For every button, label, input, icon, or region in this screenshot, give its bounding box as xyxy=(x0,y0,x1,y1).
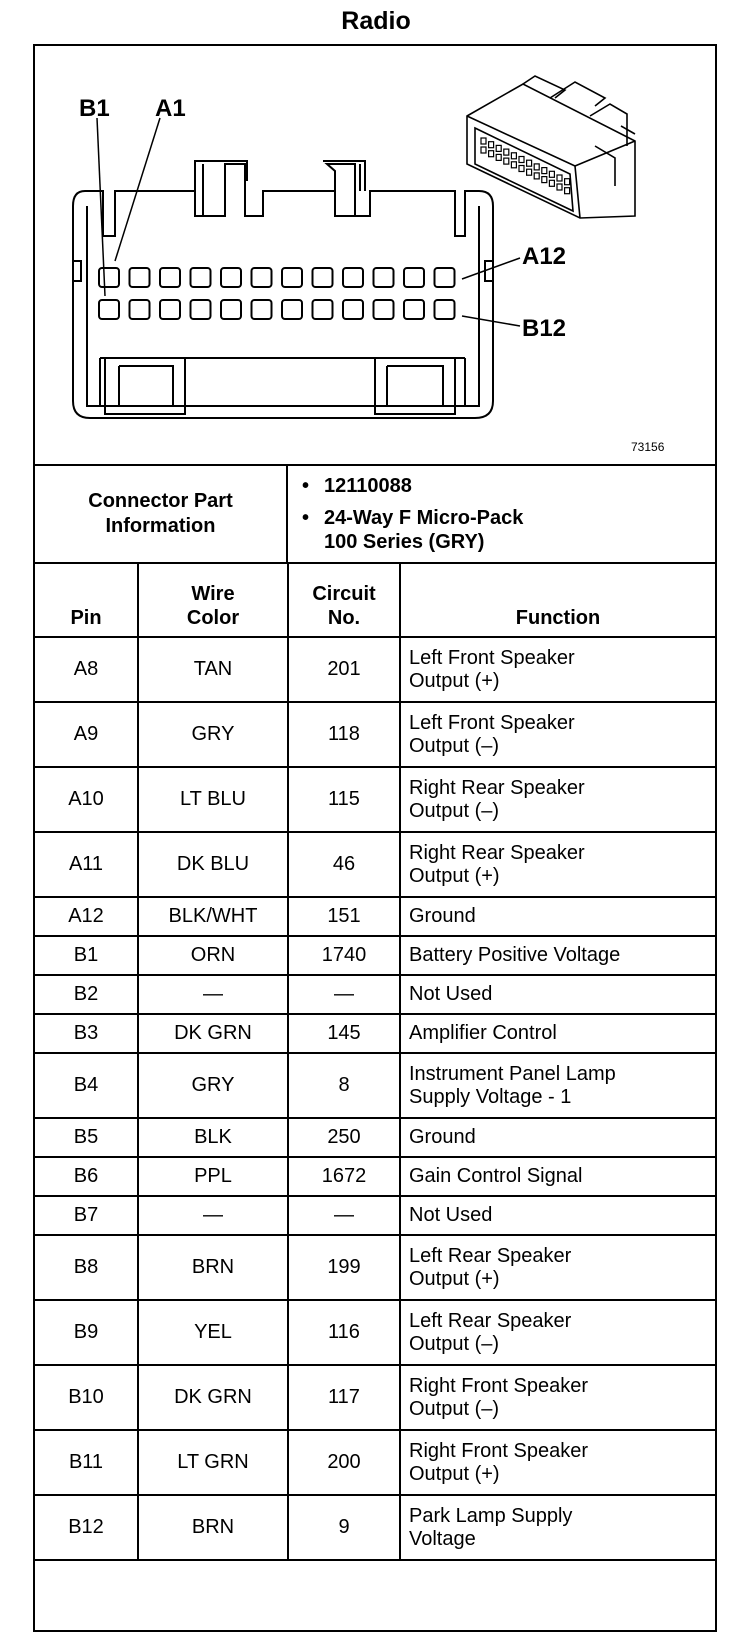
pin-row-a xyxy=(99,268,455,287)
iso-pin-cavity xyxy=(565,179,570,185)
a12-label: A12 xyxy=(522,243,567,270)
function-cell xyxy=(400,1157,715,1196)
iso-pin-cavity xyxy=(527,169,532,175)
circuit-cell: — xyxy=(288,1196,400,1235)
circuit-cell: 9 xyxy=(288,1495,400,1560)
circuit-cell: 145 xyxy=(288,1014,400,1053)
table-row xyxy=(35,832,715,897)
circuit-cell: 46 xyxy=(288,832,400,897)
figure-number: 73156 xyxy=(631,440,665,454)
connector-body xyxy=(73,164,493,418)
function-line2: Supply Voltage - 1 xyxy=(409,1085,572,1108)
function-line1: Right Front Speaker xyxy=(409,1439,588,1462)
iso-pin-cavity xyxy=(557,175,562,181)
function-cell xyxy=(400,1118,715,1157)
pin-cavity xyxy=(313,268,333,287)
table-row xyxy=(35,1157,715,1196)
pin-cavity xyxy=(191,300,211,319)
wire-color-cell: LT GRN xyxy=(138,1430,288,1495)
circuit-cell: 117 xyxy=(288,1365,400,1430)
function-cell xyxy=(400,1014,715,1053)
pin-cell: B5 xyxy=(35,1118,138,1157)
wire-color-cell: BRN xyxy=(138,1235,288,1300)
circuit-cell: 201 xyxy=(288,637,400,702)
header-function: Function xyxy=(400,564,715,637)
table-header-row xyxy=(35,564,715,637)
function-line1: Battery Positive Voltage xyxy=(409,944,621,966)
circuit-cell: — xyxy=(288,975,400,1014)
table-row xyxy=(35,1235,715,1300)
pin-cavity xyxy=(130,268,150,287)
a1-leader-line xyxy=(115,118,160,261)
function-line1: Left Rear Speaker xyxy=(409,1244,572,1267)
pin-cavity xyxy=(221,268,241,287)
pin-cavity xyxy=(404,300,424,319)
wire-color-cell: BLK/WHT xyxy=(138,897,288,936)
table-row xyxy=(35,702,715,767)
connector-part-info xyxy=(35,464,715,564)
wire-color-cell: — xyxy=(138,975,288,1014)
function-line2: Output (–) xyxy=(409,1397,500,1420)
table-row xyxy=(35,936,715,975)
connector-part-info-label-line1: Connector Part xyxy=(88,490,233,512)
function-cell xyxy=(400,702,715,767)
pin-cell: B1 xyxy=(35,936,138,975)
iso-pin-cavity xyxy=(489,151,494,157)
function-cell xyxy=(400,767,715,832)
function-cell xyxy=(400,897,715,936)
connector-sheet xyxy=(33,44,717,1632)
function-line1: Instrument Panel Lamp xyxy=(409,1062,616,1085)
iso-pin-cavity xyxy=(489,142,494,148)
function-line1: Right Rear Speaker xyxy=(409,776,585,799)
pin-cell: A9 xyxy=(35,702,138,767)
function-line2: Output (–) xyxy=(409,734,500,757)
iso-pin-cavity xyxy=(549,171,554,177)
circuit-cell: 115 xyxy=(288,767,400,832)
iso-pin-cavity xyxy=(527,160,532,166)
pin-cavity xyxy=(404,268,424,287)
connector-part-info-label-line2: Information xyxy=(105,515,216,537)
pin-cavity xyxy=(160,268,180,287)
pin-cell: B10 xyxy=(35,1365,138,1430)
function-line1: Left Front Speaker xyxy=(409,646,575,669)
function-cell xyxy=(400,637,715,702)
wire-color-cell: LT BLU xyxy=(138,767,288,832)
iso-pin-cavity xyxy=(481,138,486,144)
table-row xyxy=(35,637,715,702)
pin-cell: B9 xyxy=(35,1300,138,1365)
function-line2: Output (–) xyxy=(409,1332,500,1355)
pin-cell: B8 xyxy=(35,1235,138,1300)
function-cell xyxy=(400,1365,715,1430)
header-pin: Pin xyxy=(35,564,138,637)
header-circuit-no: Circuit No. xyxy=(288,564,400,637)
function-cell xyxy=(400,1495,715,1560)
pin-cavity xyxy=(435,300,455,319)
iso-pin-cavity xyxy=(557,184,562,190)
connector-drawing xyxy=(35,46,715,464)
iso-pin-cavity xyxy=(511,153,516,159)
pin-cavity xyxy=(313,300,333,319)
part-number-item xyxy=(302,474,412,498)
iso-pin-cavity xyxy=(542,177,547,183)
pin-cell: A10 xyxy=(35,767,138,832)
circuit-cell: 1740 xyxy=(288,936,400,975)
iso-pin-cavity xyxy=(565,188,570,194)
page-title: Radio xyxy=(341,7,411,35)
function-cell xyxy=(400,832,715,897)
circuit-cell: 116 xyxy=(288,1300,400,1365)
iso-pin-cavity xyxy=(496,154,501,160)
function-cell xyxy=(400,1430,715,1495)
wire-color-cell: YEL xyxy=(138,1300,288,1365)
wire-color-cell: BLK xyxy=(138,1118,288,1157)
function-cell xyxy=(400,975,715,1014)
connector-type-line2: 100 Series (GRY) xyxy=(324,531,485,553)
b12-label: B12 xyxy=(522,315,567,342)
table-row xyxy=(35,1053,715,1118)
circuit-cell: 1672 xyxy=(288,1157,400,1196)
table-row xyxy=(35,1495,715,1560)
pin-table xyxy=(35,564,715,1561)
pin-cavity xyxy=(343,268,363,287)
wire-color-cell: ORN xyxy=(138,936,288,975)
function-line1: Not Used xyxy=(409,983,493,1005)
function-line1: Ground xyxy=(409,1126,476,1148)
function-line1: Left Rear Speaker xyxy=(409,1309,572,1332)
function-cell xyxy=(400,1053,715,1118)
wire-color-cell: TAN xyxy=(138,637,288,702)
circuit-cell: 8 xyxy=(288,1053,400,1118)
connector-type-item xyxy=(302,506,523,554)
circuit-cell: 250 xyxy=(288,1118,400,1157)
wire-color-cell: DK BLU xyxy=(138,832,288,897)
wire-color-cell: — xyxy=(138,1196,288,1235)
part-number: 12110088 xyxy=(324,475,412,497)
pin-cavity xyxy=(282,300,302,319)
table-row xyxy=(35,1118,715,1157)
table-row xyxy=(35,1196,715,1235)
function-cell xyxy=(400,1196,715,1235)
iso-pin-cavity xyxy=(504,158,509,164)
pin-cavity xyxy=(252,268,272,287)
function-line1: Amplifier Control xyxy=(409,1022,557,1044)
pin-cell: B12 xyxy=(35,1495,138,1560)
circuit-cell: 200 xyxy=(288,1430,400,1495)
wire-color-cell: PPL xyxy=(138,1157,288,1196)
function-line2: Output (+) xyxy=(409,864,500,887)
pin-cell: B7 xyxy=(35,1196,138,1235)
function-line1: Ground xyxy=(409,905,476,927)
wire-color-cell: GRY xyxy=(138,702,288,767)
connector-part-info-label xyxy=(35,466,288,562)
function-line1: Gain Control Signal xyxy=(409,1165,583,1187)
wire-color-cell: BRN xyxy=(138,1495,288,1560)
pin-row-b xyxy=(99,300,455,319)
circuit-cell: 199 xyxy=(288,1235,400,1300)
b12-leader-line xyxy=(462,316,520,326)
table-row xyxy=(35,1430,715,1495)
wire-color-cell: DK GRN xyxy=(138,1014,288,1053)
table-row xyxy=(35,975,715,1014)
bullet: • xyxy=(302,507,310,529)
iso-pin-cavity xyxy=(519,157,524,163)
b1-label: B1 xyxy=(79,95,110,122)
function-cell xyxy=(400,936,715,975)
table-row xyxy=(35,1365,715,1430)
iso-pin-cavity xyxy=(534,164,539,170)
pin-cavity xyxy=(252,300,272,319)
pin-cavity xyxy=(99,300,119,319)
function-line1: Right Front Speaker xyxy=(409,1374,588,1397)
pin-cavity xyxy=(99,268,119,287)
pin-cell: B6 xyxy=(35,1157,138,1196)
function-cell xyxy=(400,1300,715,1365)
connector-part-info-list xyxy=(288,466,715,562)
pin-cavity xyxy=(221,300,241,319)
pin-cavity xyxy=(191,268,211,287)
pin-cell: B4 xyxy=(35,1053,138,1118)
circuit-cell: 151 xyxy=(288,897,400,936)
function-line1: Not Used xyxy=(409,1204,493,1226)
iso-pin-cavity xyxy=(481,147,486,153)
function-line1: Left Front Speaker xyxy=(409,711,575,734)
iso-pin-cavity xyxy=(549,180,554,186)
pin-cell: A12 xyxy=(35,897,138,936)
iso-pin-cavity xyxy=(496,145,501,151)
pin-cavity xyxy=(282,268,302,287)
iso-pin-cavity xyxy=(519,166,524,172)
function-line2: Output (+) xyxy=(409,1267,500,1290)
pin-cavity xyxy=(435,268,455,287)
connector-diagram xyxy=(35,46,715,464)
connector-type-line1: 24-Way F Micro-Pack xyxy=(324,507,524,529)
iso-pin-cavity xyxy=(511,162,516,168)
table-row xyxy=(35,1300,715,1365)
pin-cell: A11 xyxy=(35,832,138,897)
table-row xyxy=(35,1014,715,1053)
pin-cell: B2 xyxy=(35,975,138,1014)
iso-pin-cavity xyxy=(534,173,539,179)
function-line2: Output (–) xyxy=(409,799,500,822)
iso-pin-cavity xyxy=(504,149,509,155)
function-line2: Voltage xyxy=(409,1527,476,1550)
bullet: • xyxy=(302,475,310,497)
function-line2: Output (+) xyxy=(409,1462,500,1485)
pin-cavity xyxy=(130,300,150,319)
pin-cavity xyxy=(343,300,363,319)
function-cell xyxy=(400,1235,715,1300)
pin-cavity xyxy=(374,300,394,319)
function-line1: Right Rear Speaker xyxy=(409,841,585,864)
iso-pin-cavity xyxy=(542,168,547,174)
function-line1: Park Lamp Supply xyxy=(409,1504,573,1527)
pin-cavity xyxy=(160,300,180,319)
pin-cell: A8 xyxy=(35,637,138,702)
table-row xyxy=(35,767,715,832)
circuit-cell: 118 xyxy=(288,702,400,767)
pin-cavity xyxy=(374,268,394,287)
wire-color-cell: DK GRN xyxy=(138,1365,288,1430)
table-row xyxy=(35,897,715,936)
a1-label: A1 xyxy=(155,95,186,122)
header-wire-color: Wire Color xyxy=(138,564,288,637)
function-line2: Output (+) xyxy=(409,669,500,692)
pin-cell: B3 xyxy=(35,1014,138,1053)
wire-color-cell: GRY xyxy=(138,1053,288,1118)
pin-cell: B11 xyxy=(35,1430,138,1495)
